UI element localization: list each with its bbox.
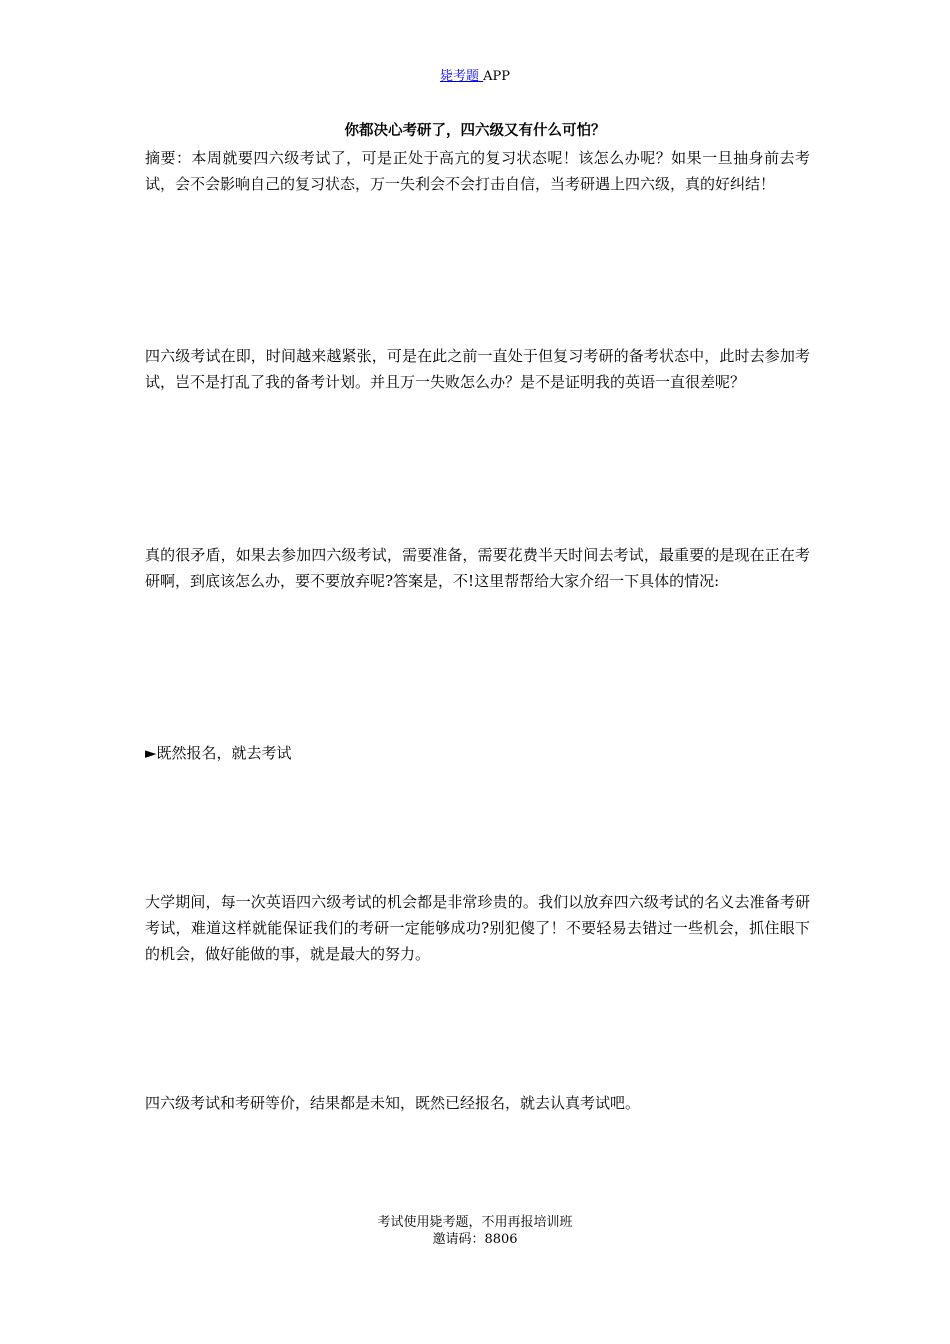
footer-slogan: 考试使用毙考题，不用再报培训班 — [377, 1215, 573, 1230]
page-footer — [0, 1214, 950, 1248]
body-paragraph: 大学期间，每一次英语四六级考试的机会都是非常珍贵的。我们以放弃四六级考试的名义去准备考研考试，难道这样就能保证我们的考研一定能够成功?别犯傻了！不要轻易去错过一些机会，抓住眼下的机会，做好能做的事，就是最大的努力。 — [145, 893, 810, 963]
site-link[interactable]: 毙考题 — [439, 69, 484, 84]
body-paragraph: 四六级考试和考研等价，结果都是未知，既然已经报名，就去认真考试吧。 — [145, 1094, 641, 1112]
section-heading: ►既然报名，就去考试 — [145, 744, 292, 762]
abstract-paragraph: 摘要：本周就要四六级考试了，可是正处于高亢的复习状态呢！该怎么办呢？如果一旦抽身前去考试，会不会影响自己的复习状态，万一失利会不会打击自信，当考研遇上四六级，真的好纠结！ — [145, 149, 810, 193]
article-title: 你都决心考研了，四六级又有什么可怕？ — [344, 122, 606, 139]
body-paragraph: 真的很矛盾，如果去参加四六级考试，需要准备，需要花费半天时间去考试，最重要的是现在正在考研啊，到底该怎么办，要不要放弃呢?答案是，不!这里帮帮给大家介绍一下具体的情况: — [145, 546, 810, 590]
app-label: APP — [483, 69, 511, 84]
invite-code: 邀请码：8806 — [432, 1232, 518, 1247]
body-paragraph: 四六级考试在即，时间越来越紧张，可是在此之前一直处于但复习考研的备考状态中，此时去参加考试，岂不是打乱了我的备考计划。并且万一失败怎么办？是不是证明我的英语一直很差呢？ — [145, 347, 810, 391]
page-header — [0, 68, 950, 86]
